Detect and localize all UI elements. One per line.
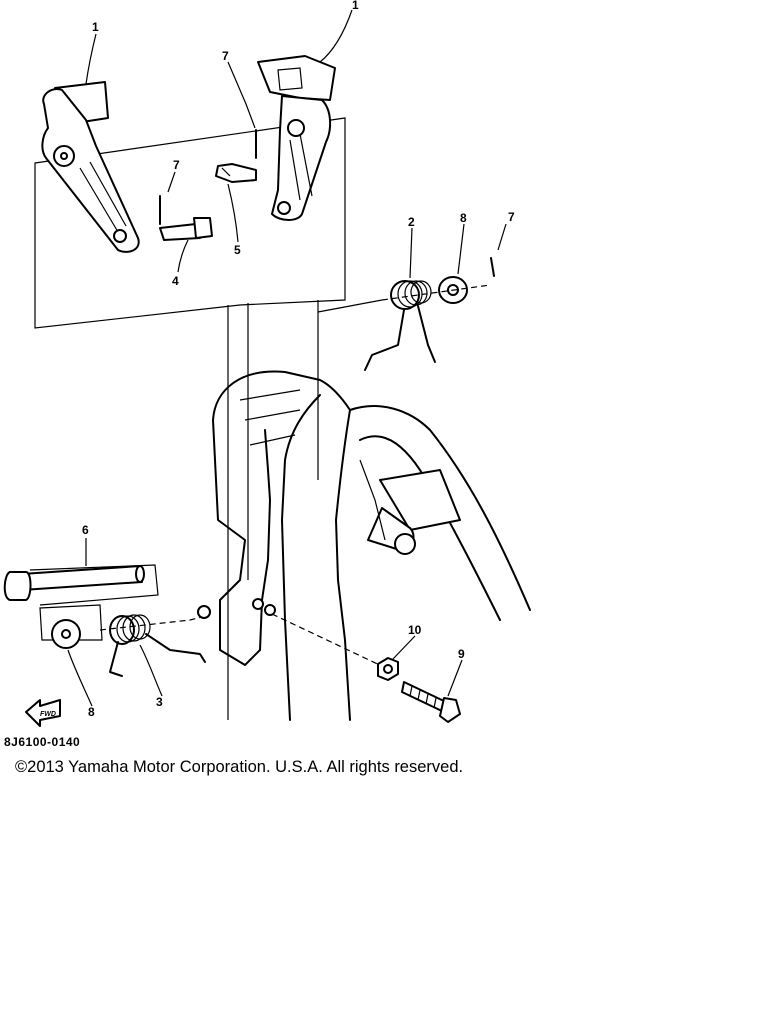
callout-9-bolt: 9 <box>458 647 465 661</box>
washer-8-lower-part <box>40 605 102 648</box>
callout-7-top: 7 <box>222 49 229 63</box>
callout-4-pin: 4 <box>172 274 179 288</box>
bracket-plate <box>198 599 275 618</box>
copyright-notice: ©2013 Yamaha Motor Corporation. U.S.A. All rights reserved. <box>15 758 464 776</box>
callout-6-shaft: 6 <box>82 523 89 537</box>
frame-body <box>213 372 530 720</box>
callout-1-left-footrest: 1 <box>92 20 99 34</box>
callout-5-pin: 5 <box>234 243 241 257</box>
callout-2-spring: 2 <box>408 215 415 229</box>
pin-4-part <box>160 218 212 240</box>
nut-10-part <box>378 658 398 680</box>
callout-7-mid: 7 <box>173 158 180 172</box>
callout-8-washer-lower: 8 <box>88 705 95 719</box>
fwd-arrow-icon <box>26 700 60 726</box>
callout-10-nut: 10 <box>408 623 422 637</box>
right-footrest-part <box>258 56 335 220</box>
fwd-label: FWD <box>40 711 56 718</box>
callout-7-right: 7 <box>508 210 515 224</box>
pin-5-part <box>216 164 256 182</box>
drawing-code: 8J6100-0140 <box>4 735 81 749</box>
spring-3-part <box>100 615 210 676</box>
callout-3-spring: 3 <box>156 695 163 709</box>
callout-1-right-footrest: 1 <box>352 0 359 12</box>
left-footrest-part <box>42 82 138 252</box>
callout-8-washer-upper: 8 <box>460 211 467 225</box>
shaft-6-part <box>5 565 158 605</box>
cotter-pin-7-right <box>491 258 494 276</box>
